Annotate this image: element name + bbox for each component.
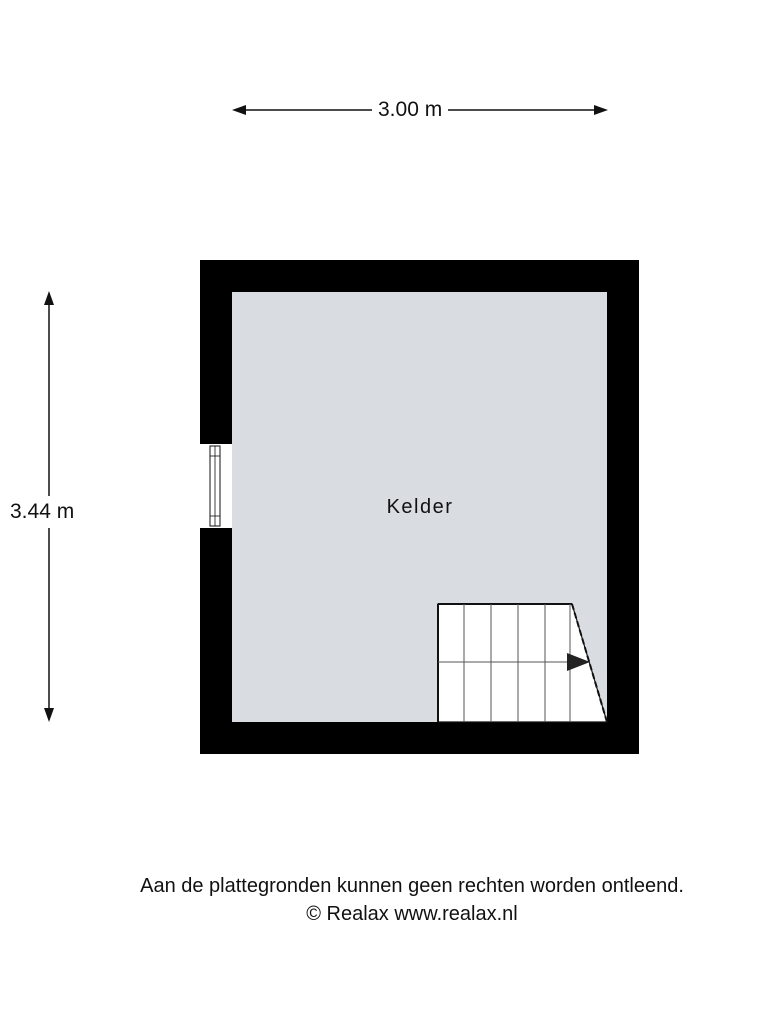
width-dimension-label: 3.00 m: [372, 98, 448, 122]
window-icon: [200, 444, 232, 528]
disclaimer-text: Aan de plattegronden kunnen geen rechten worden ontleend.: [140, 875, 684, 897]
dimension-arrow-icon: [232, 105, 246, 115]
dimension-arrow-icon: [44, 708, 54, 722]
height-dimension-label: 3.44 m: [10, 496, 74, 528]
footer: [0, 872, 768, 928]
dimension-arrow-icon: [594, 105, 608, 115]
room-label: Kelder: [386, 496, 454, 518]
dimension-arrow-icon: [44, 291, 54, 305]
credit-text: © Realax www.realax.nl: [306, 903, 518, 925]
